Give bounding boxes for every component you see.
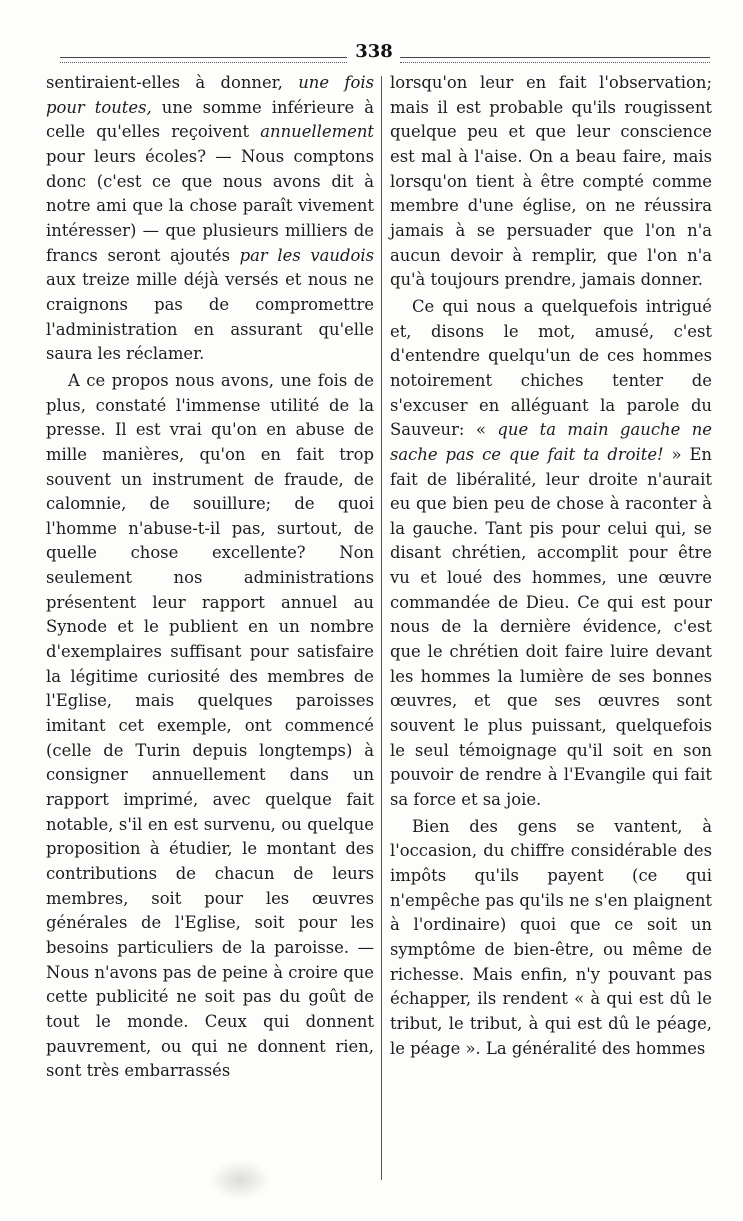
left-p1-text-3: pour leurs écoles? — Nous comptons donc (c'est ce que nous avons dit à notre ami que la chose paraît vivement intéresser) — que plusieurs milliers de francs seront ajoutés (46, 146, 374, 265)
page-header (60, 38, 710, 66)
right-p2-italic-1: que ta main gauche ne sache pas ce que fait ta droite! (390, 420, 712, 464)
left-p1-text-4: aux treize mille déjà versés et nous ne craignons pas de compromettre l'administration en assurant qu'elle saura les réclamer. (46, 270, 374, 364)
left-paragraph-1 (46, 71, 374, 367)
page-number: 338 (355, 41, 393, 62)
column-divider (381, 76, 382, 1180)
right-p2-text-2: » En fait de libéralité, leur droite n'aurait eu que bien peu de chose à raconter à la gauche. Tant pis pour celui qui, se disant chrétien, accomplit pour être vu et loué des hommes, une œuvre commandée de Dieu. Ce qui est pour nous de la dernière évidence, c'est que le chrétien doit faire luire devant les hommes la lumière de ses bonnes œuvres, et que ses œuvres sont souvent le plus puissant, quelquefois le seul témoignage qu'il soit en son pouvoir de rendre à l'Evangile qui fait sa force et sa joie. (390, 444, 712, 810)
left-p1-italic-1: une fois pour toutes, (46, 73, 374, 117)
header-rule-left (60, 57, 347, 63)
left-p1-italic-3: par les vaudois (239, 245, 374, 265)
left-p1-text-2: une somme inférieure à celle qu'elles reçoivent (46, 97, 374, 142)
left-column (46, 71, 374, 1084)
right-paragraph-2 (390, 295, 712, 813)
right-paragraph-3: Bien des gens se vantent, à l'occasion, du chiffre considérable des impôts qu'ils payent (ce qui n'empêche pas qu'ils ne s'en plaignent à l'ordinaire) quoi que ce soit un symptôme de bien-être, ou même de richesse. Mais enfin, n'y pouvant pas échapper, ils rendent « à qui est dû le tribut, le tribut, à qui est dû le péage, le péage ». La généralité des hommes (390, 816, 712, 1058)
left-p1-text-1: sentiraient-elles à donner, (46, 73, 299, 92)
ink-smudge (210, 1160, 270, 1200)
header-rule-right (400, 57, 710, 63)
right-column (390, 71, 712, 1061)
right-p2-text-1: Ce qui nous a quelquefois intrigué et, disons le mot, amusé, c'est d'entendre quelqu'un de ces hommes notoirement chiches tenter de s'excuser en alléguant la parole du Sauveur: « (390, 296, 712, 440)
left-paragraph-2: A ce propos nous avons, une fois de plus, constaté l'immense utilité de la presse. Il est vrai qu'on en abuse de mille manières, qu'on en fait trop souvent un instrument de fraude, de calomnie, de souillure; de quoi l'homme n'abuse-t-il pas, surtout, de quelle chose excellente? Non seulement nos administrations présentent leur rapport annuel au Synode et le publient en un nombre d'exemplaires suffisant pour satisfaire la légitime curiosité des membres de l'Eglise, mais quelques paroisses imitant cet exemple, ont commencé (celle de Turin depuis longtemps) à consigner annuellement dans un rapport imprimé, avec quelque fait notable, s'il en est survenu, ou quelque proposition à étudier, le montant des contributions de chacun de leurs membres, soit pour les œuvres générales de l'Eglise, soit pour les besoins particuliers de la paroisse. — Nous n'avons pas de peine à croire que cette publicité ne soit pas du goût de tout le monde. Ceux qui donnent pauvrement, ou qui ne donnent rien, sont très embarrassés (46, 370, 374, 1081)
left-p1-italic-2: annuellement (260, 122, 374, 142)
right-paragraph-1: lorsqu'on leur en fait l'observation; mais il est probable qu'ils rougissent quelque peu et que leur conscience est mal à l'aise. On a beau faire, mais lorsqu'on tient à être compté comme membre d'une église, on ne réussira jamais à se persuader que l'on n'a aucun devoir à remplir, que l'on n'a qu'à toujours prendre, jamais donner. (390, 73, 712, 290)
